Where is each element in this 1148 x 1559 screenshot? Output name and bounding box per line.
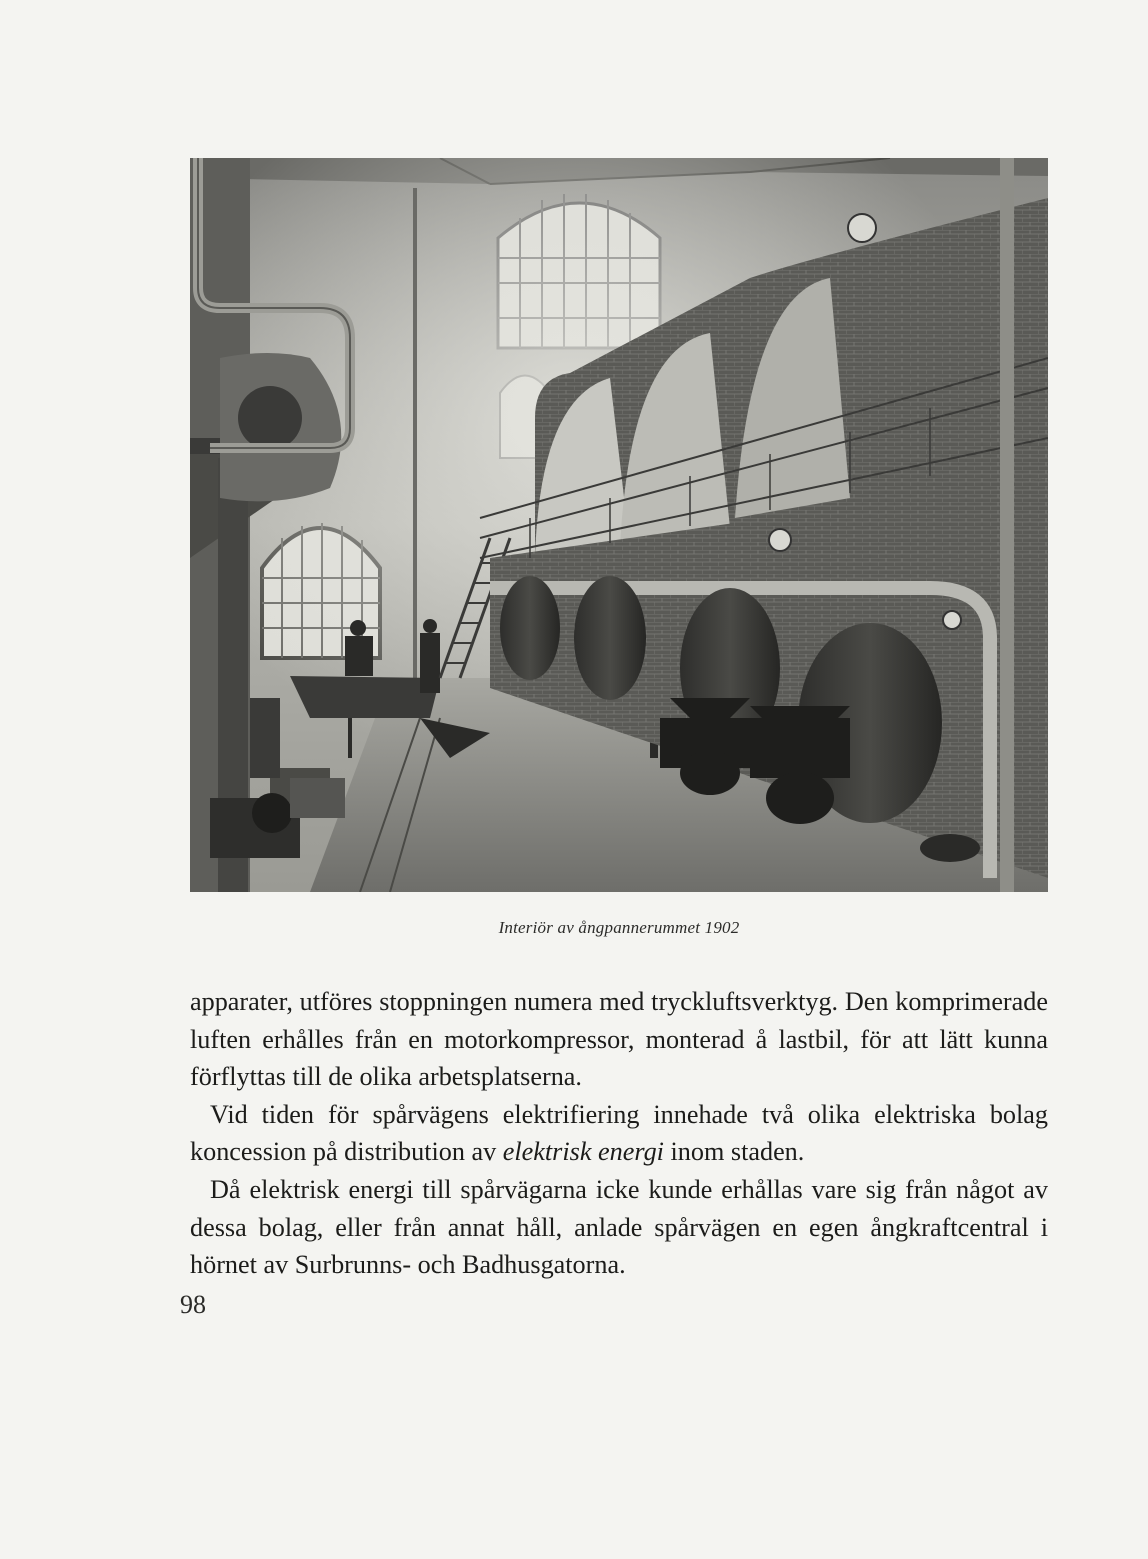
paragraph-2	[190, 1096, 1048, 1171]
paragraph-2-text-end: inom staden.	[663, 1137, 805, 1167]
paragraph-3: Då elektrisk energi till spårvägarna icke kunde erhållas vare sig från något av dessa bolag, eller från annat håll, anlade spårvägen en egen ångkraftcentral i hörnet av Surbrunns- och Badhusgatorna.	[190, 1174, 1048, 1280]
photo-caption: Interiör av ångpannerummet 1902	[498, 918, 740, 937]
body-text	[190, 983, 1048, 1284]
boiler-room-photo	[190, 158, 1048, 892]
paragraph-2-text-start: Vid tiden för spårvägens elektrifiering innehade två olika elektriska bolag koncession på distribution av	[190, 1099, 1048, 1167]
paragraph-1: apparater, utföres stoppningen numera med tryckluftsverktyg. Den komprimerade luften erhålles från en motorkompressor, monterad å lastbil, för att lätt kunna förflyttas till de olika arbetsplatserna.	[190, 987, 1048, 1092]
page-number: 98	[180, 1290, 206, 1319]
paragraph-2-emphasis: elektrisk energi	[502, 1137, 664, 1167]
